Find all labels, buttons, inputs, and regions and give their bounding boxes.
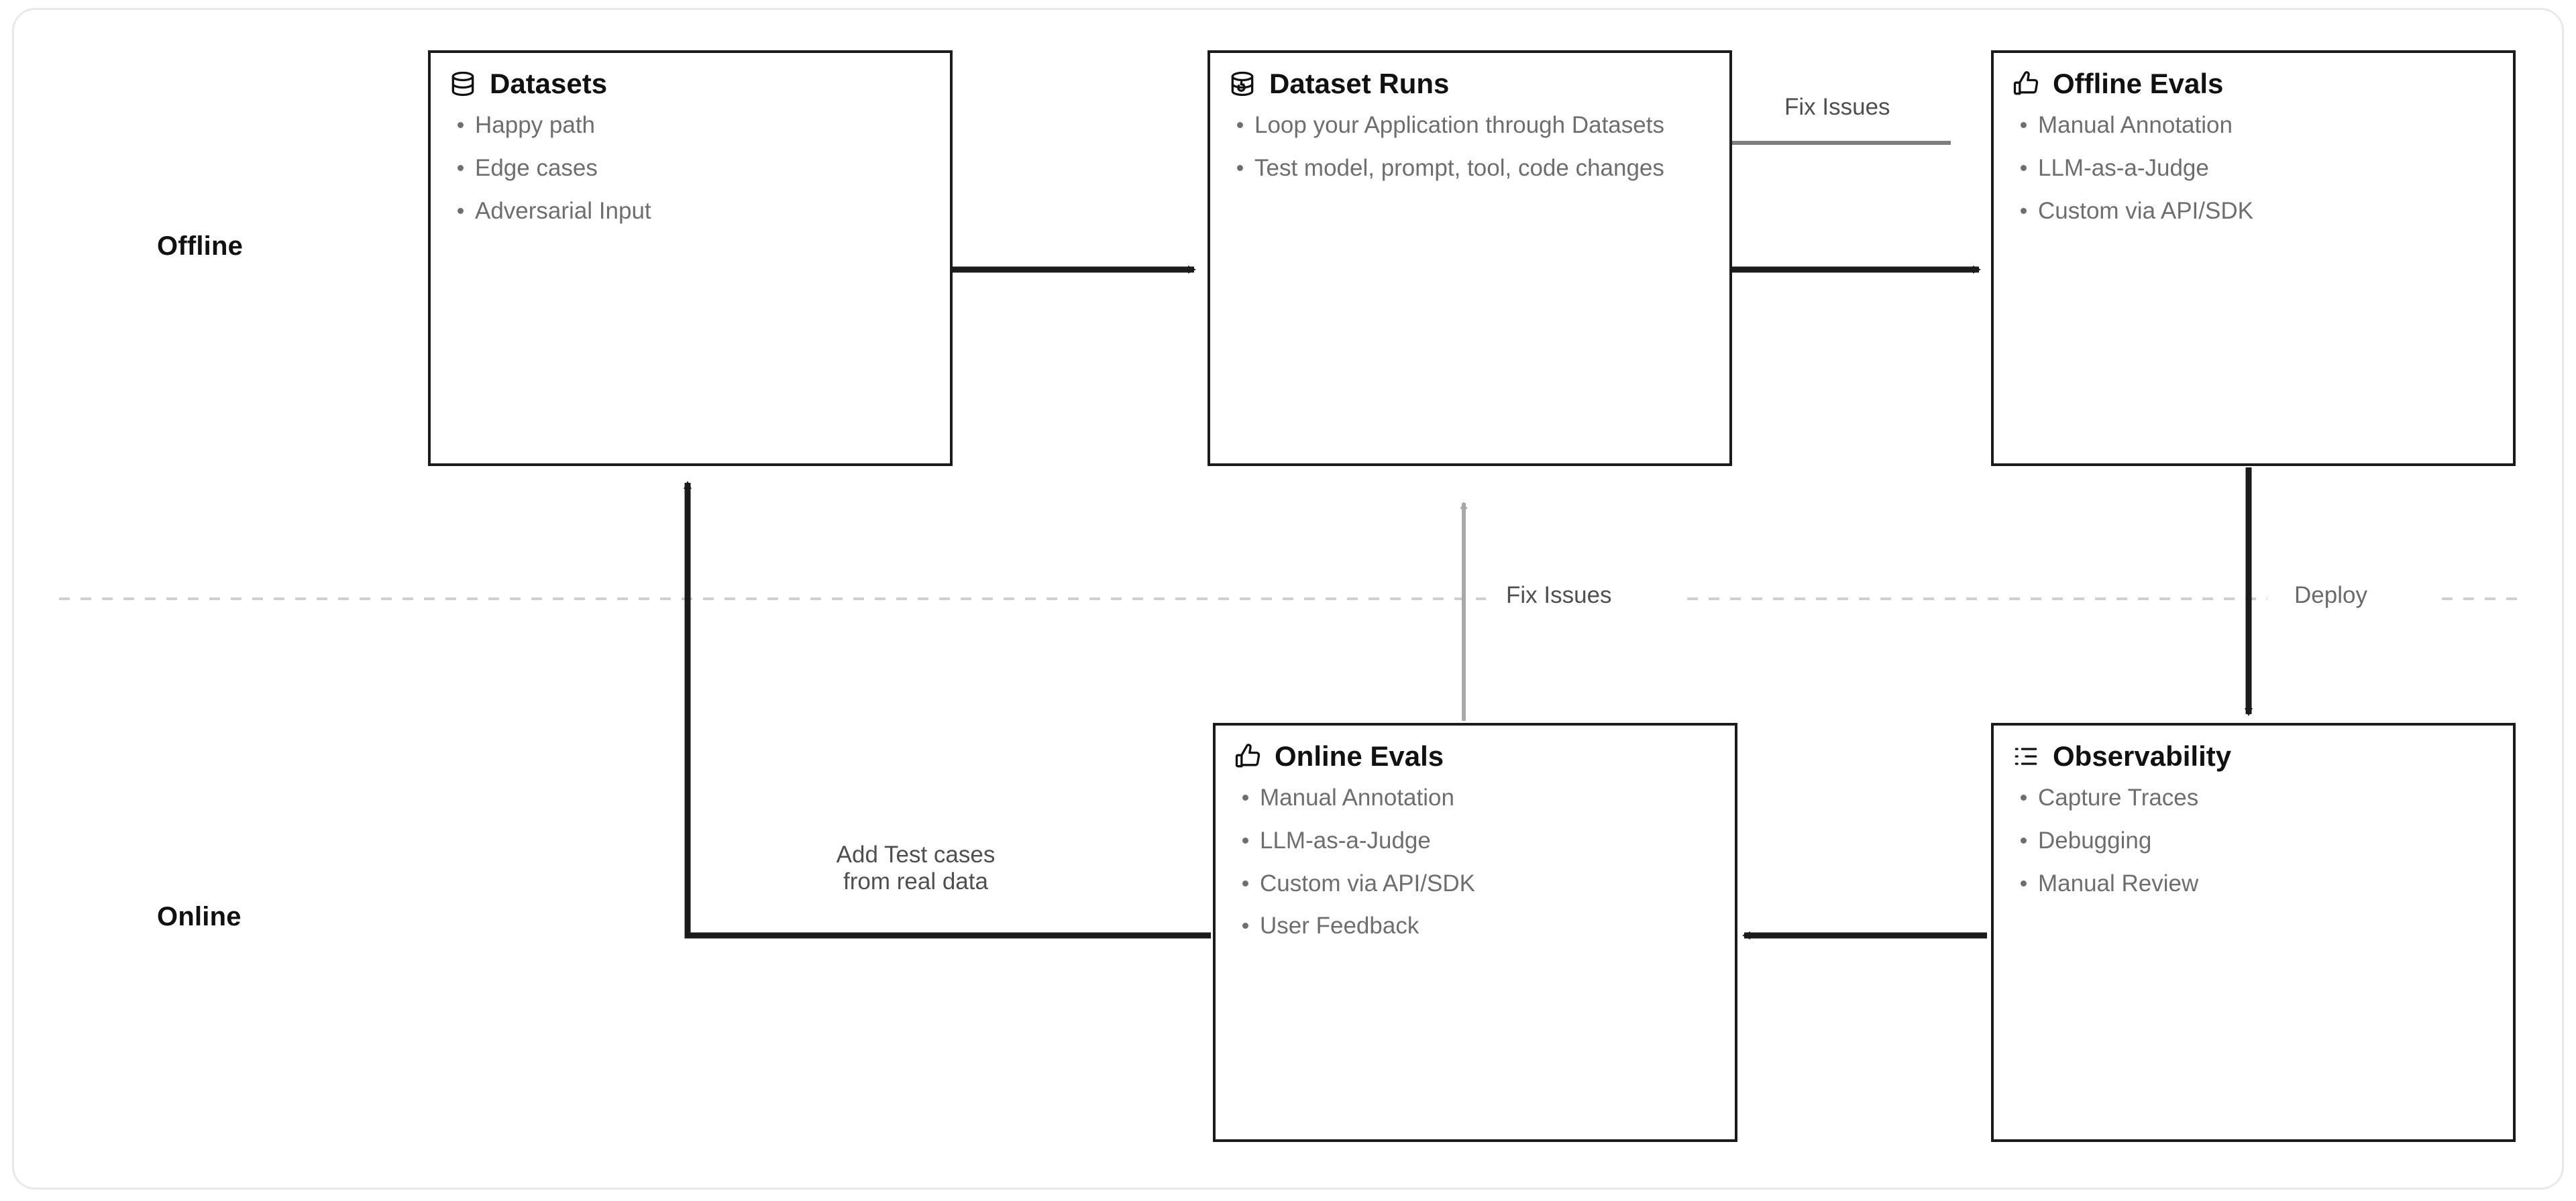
list-item: Adversarial Input (453, 196, 932, 226)
list-item: Custom via API/SDK (1238, 869, 1717, 899)
node-online-evals-header (1216, 726, 1735, 777)
list-item: Capture Traces (2017, 783, 2496, 813)
list-item: User Feedback (1238, 911, 1717, 941)
list-item: Custom via API/SDK (2017, 196, 2496, 226)
list-item: Loop your Application through Datasets (1233, 111, 1712, 140)
node-offline-evals-list (1994, 111, 2513, 225)
node-datasets-header (431, 53, 950, 104)
node-dataset-runs[interactable] (1208, 50, 1732, 466)
edge-label-add-test-cases-line1: Add Test cases (836, 842, 996, 868)
node-observability-header (1994, 726, 2513, 777)
node-observability-title: Observability (2053, 740, 2232, 772)
list-item: LLM-as-a-Judge (2017, 154, 2496, 183)
edge-label-add-test-cases (788, 842, 1043, 895)
node-datasets-list (431, 111, 950, 225)
edge-label-fix-issues-middle: Fix Issues (1506, 582, 1612, 608)
thumbs-up-icon (1233, 742, 1263, 771)
thumbs-up-icon (2011, 69, 2041, 99)
list-item: Edge cases (453, 154, 932, 183)
list-item: Test model, prompt, tool, code changes (1233, 154, 1712, 183)
node-dataset-runs-list (1210, 111, 1729, 183)
list-item: Manual Annotation (2017, 111, 2496, 140)
node-online-evals-list (1216, 783, 1735, 941)
list-item: Debugging (2017, 826, 2496, 856)
list-item: Happy path (453, 111, 932, 140)
node-online-evals[interactable] (1213, 723, 1737, 1142)
edge-label-add-test-cases-line2: from real data (843, 868, 988, 895)
node-online-evals-title: Online Evals (1275, 740, 1444, 772)
database-refresh-icon (1228, 69, 1257, 99)
node-dataset-runs-title: Dataset Runs (1269, 68, 1450, 99)
lane-label-offline: Offline (157, 231, 244, 261)
list-item: Manual Annotation (1238, 783, 1717, 813)
list-icon (2011, 742, 2041, 771)
node-offline-evals[interactable] (1991, 50, 2516, 466)
edge-label-fix-issues-top: Fix Issues (1784, 94, 1890, 120)
node-observability[interactable] (1991, 723, 2516, 1142)
node-offline-evals-title: Offline Evals (2053, 68, 2224, 99)
node-datasets-title: Datasets (490, 68, 608, 99)
node-offline-evals-header (1994, 53, 2513, 104)
list-item: Manual Review (2017, 869, 2496, 899)
node-observability-list (1994, 783, 2513, 898)
list-item: LLM-as-a-Judge (1238, 826, 1717, 856)
edge-label-deploy: Deploy (2294, 582, 2367, 608)
lane-label-online: Online (157, 902, 241, 931)
node-datasets[interactable] (428, 50, 953, 466)
database-icon (448, 69, 478, 99)
node-dataset-runs-header (1210, 53, 1729, 104)
